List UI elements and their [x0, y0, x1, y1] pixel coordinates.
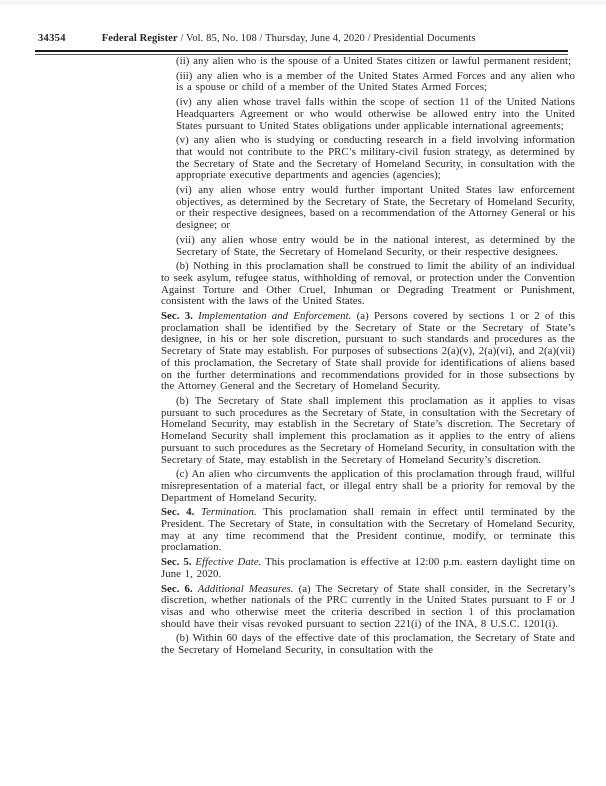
section-text: This proclamation shall remain in effect until terminated by the President. The Secretary of State, in consultation with the Secretary of Homeland Security, may at any time recommend that the President continue, modify, or terminate this proclamation. [161, 506, 576, 554]
issue-info: / Vol. 85, No. 108 / Thursday, June 4, 2020 / Presidential Documents [180, 33, 476, 44]
section-title: Termination. [201, 506, 257, 519]
running-header [38, 33, 574, 45]
body-paragraph: (b) Within 60 days of the effective date of this proclamation, the Secretary of State and the Secretary of Homeland Security, in consultation with the [161, 632, 575, 657]
section-label: Sec. 4. [161, 506, 195, 519]
section-label: Sec. 6. [161, 582, 193, 595]
section-text: This proclamation is effective at 12:00 p.m. eastern daylight time on June 1, 2020. [161, 556, 576, 580]
section-paragraph [161, 311, 575, 393]
section-title: Additional Measures. [197, 582, 294, 595]
body-paragraph: (vi) any alien whose entry would further important United States law enforcement objectives, as determined by the Secretary of State, the Secretary of Homeland Security, or their respective designees, based on a recommendation of the Attorney General or his designee; or [176, 184, 575, 232]
section-paragraph [161, 584, 575, 631]
page-number: 34354 [38, 33, 66, 44]
body-paragraph: (ii) any alien who is the spouse of a United States citizen or lawful permanent resident; [176, 55, 572, 67]
body-paragraph: (iv) any alien whose travel falls within the scope of section 11 of the United Nations Headquarters Agreement or who would otherwise be allowed entry into the United States pursuant to United States obligations under applicable international agreements; [176, 96, 575, 132]
section-title: Effective Date. [195, 556, 262, 569]
body-paragraph: (c) An alien who circumvents the application of this proclamation through fraud, willful misrepresentation of a material fact, or illegal entry shall be a priority for removal by the Department of Homeland Security. [161, 468, 575, 504]
section-paragraph [161, 507, 575, 554]
section-paragraph [161, 557, 575, 580]
section-text: (a) Persons covered by sections 1 or 2 of this proclamation shall be identified by the Secretary of State or the Secretary of State’s designee, in his or her sole discretion, pursuant to such standards and procedures as the Secretary of State may establish. For purposes of subsections 2(a)(v), 2(a)(vi), and 2(a)(vii) of this proclamation, the Secretary of State shall provide for identifications of aliens based on the further determinations and recommendations provided for in those subsections by the Attorney General and the Secretary of Homeland Security. [161, 310, 576, 393]
header-title [102, 33, 476, 45]
section-title: Implementation and Enforcement. [198, 310, 352, 323]
section-label: Sec. 3. [161, 310, 193, 323]
body-paragraph: (b) Nothing in this proclamation shall be construed to limit the ability of an individual to seek asylum, refugee status, withholding of removal, or protection under the Convention Against Torture and Other Cruel, Inhuman or Degrading Treatment or Punishment, consistent with the laws of the United States. [161, 260, 575, 308]
body-paragraph: (iii) any alien who is a member of the United States Armed Forces and any alien who is a spouse or child of a member of the United States Armed Forces; [176, 69, 575, 94]
publication-name: Federal Register [101, 33, 178, 44]
section-label: Sec. 5. [161, 556, 192, 569]
body-paragraph: (vii) any alien whose entry would be in the national interest, as determined by the Secretary of State, the Secretary of Homeland Security, or their respective designees. [176, 233, 575, 258]
body-paragraph: (v) any alien who is studying or conducting research in a field involving information that would not contribute to the PRC’s military-civil fusion strategy, as determined by the Secretary of State and the Secretary of Homeland Security, in consultation with the appropriate executive departments and agencies (agencies); [176, 134, 575, 182]
body-paragraph: (b) The Secretary of State shall implement this proclamation as it applies to visas pursuant to such procedures as the Secretary of State, in consultation with the Secretary of Homeland Security, may establish in the Secretary of State’s discretion. The Secretary of Homeland Security shall implement this proclamation as it applies to the entry of aliens pursuant to such procedures as the Secretary of Homeland Security, in consultation with the Secretary of State, may establish in the Secretary of Homeland Security’s discretion. [161, 394, 575, 466]
scan-edge-strip [0, 0, 606, 5]
document-body [161, 56, 575, 660]
section-text: (a) The Secretary of State shall consider, in the Secretary’s discretion, whether nationals of the PRC currently in the United States pursuant to F or J visas and who otherwise meet the criteria described in section 1 of this proclamation should have their visas revoked pursuant to section 221(i) of the INA, 8 U.S.C. 1201(i). [161, 582, 575, 630]
